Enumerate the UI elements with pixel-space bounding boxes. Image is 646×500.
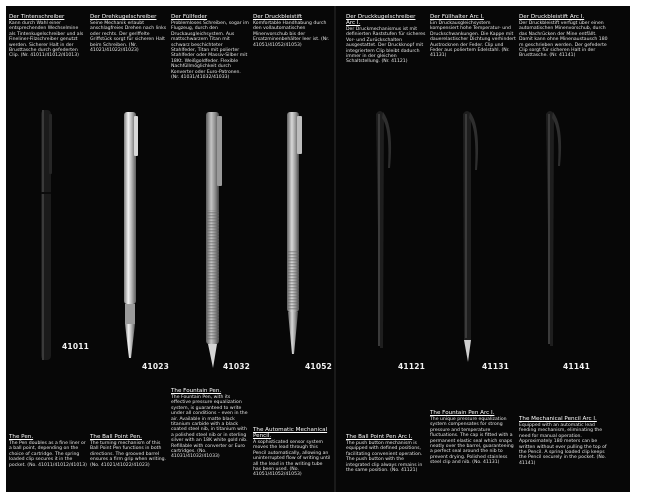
page-fold [334, 6, 336, 492]
model-number: 41121 [398, 362, 426, 371]
desc-en-41141 [519, 415, 609, 489]
desc-de-text: Problemloses Schreiben, sogar im Flugzeug, durch den Druckausgleichsystem. Aus mattschwarzem Titan mit schwarz beschichteter Stahlfeder, Titan mit polierter Stahlfeder oder Massiv-Silber mit 18Kt. Weißgoldfeder. Flexible Nachfüllmöglichkeit durch Konverter oder Euro-Patronen. (Nr. 41031/41032/41033) [171, 21, 249, 81]
desc-en-title: The Automatic Mechanical Pencil. [253, 427, 328, 440]
desc-en-title: The Mechanical Pencil Arc I. [519, 416, 597, 422]
desc-de-41131 [430, 13, 516, 77]
desc-de-41121 [346, 13, 426, 77]
desc-de-title: Der Druckbleistift Arc I. [519, 14, 585, 20]
pen-41052-image [281, 110, 305, 358]
model-number: 41011 [62, 342, 90, 351]
pen-41011-image [36, 106, 56, 364]
desc-de-title: Der Drehkugelschreiber [90, 14, 157, 20]
desc-de-text: Seine Mechanik erlaubt anschlagfreies Drehen nach links oder rechts. Der geriffelte Griffstück sorgt für sicheren Halt beim Schreiben. (Nr. 41021/41022/41023) [90, 21, 167, 54]
desc-de-title: Der Druckbleistift [253, 14, 303, 20]
model-number: 41131 [482, 362, 510, 371]
pen-41131-image [455, 108, 485, 366]
desc-en-41023 [90, 433, 168, 489]
desc-de-title: Der Druckkugelschreiber Arc I. [346, 14, 416, 27]
desc-en-text: The push button mechanism is equipped with defined positions, facilitating convenient operation. The push button with the integrated clip always remains in the same position. (No. 41121) [346, 441, 423, 474]
desc-de-41052 [253, 13, 331, 73]
model-number: 41032 [223, 362, 251, 371]
desc-en-41011 [9, 433, 87, 489]
desc-en-41052 [253, 426, 332, 489]
desc-de-41032 [171, 13, 249, 103]
desc-en-text: Equipped with an automatic lead feeding mechanism, eliminating the need for manual operation. Approximately 180 meters can be written without ever pulling the top of the Pencil. A spring loaded clip keeps the Pencil securely in the pocket. (No. 41141) [519, 423, 607, 466]
model-number: 41141 [563, 362, 591, 371]
pen-41121-image [368, 108, 398, 354]
desc-de-title: Der Füllhalter Arc I. [430, 14, 484, 20]
desc-en-text: The Fountain Pen, with its effective pressure equalization system, is guaranteed to write under all conditions – even in the air. Available in matte black titanium carbide with a black coated steel nib, in titanium with a polished steel nib or in sterling silver with an 18K white gold nib. Refillable with converter or Euro cartridges. (No. 41031/41032/41033) [171, 395, 248, 460]
desc-de-text: Kann durch Wahl einer entsprechenden Wechselmine als Tintenkugelschreiber und als Fineliner-Filzschreiber genutzt werden. Sicherer Halt in der Brusttasche durch gefederten Clip. (Nr. 41011/41012/41013) [9, 21, 84, 59]
desc-en-title: The Ball Point Pen. [90, 434, 142, 440]
desc-en-text: The Pen doubles as a fine liner or a ball point, depending on the choice of cartridge. The spring loaded clip secures it in the pocket. (No. 41011/41012/41013) [9, 441, 87, 468]
desc-en-title: The Ball Point Pen Arc I. [346, 434, 413, 440]
pen-41032-image [199, 110, 227, 372]
pen-41023-image [117, 110, 143, 362]
desc-de-text: Der Druckbleistift verfügt über einen automatischen Minenvorschub, durch das Nachrücken der Mine entfällt. Damit kann ohne Minenaustausch 180 m geschrieben werden. Der gefederte Clip sorgt für sicheren Halt in der Brusttasche. (Nr. 41141) [519, 21, 608, 59]
desc-en-text: The turning mechanism of this Ball Point Pen functions in both directions. The grooved barrel ensures a firm grip when writing. (No. 41021/41022/41023) [90, 441, 167, 468]
desc-en-text: A sophisticated sensor system moves the lead through this Pencil automatically, allowing an uninterrupted flow of writing until all the lead in the writing tube has been used. (No. 41051/41052/41053) [253, 440, 331, 478]
desc-de-41011 [9, 13, 86, 77]
desc-de-title: Der Füllfeder [171, 14, 208, 20]
desc-en-41121 [346, 433, 426, 489]
desc-en-title: The Fountain Pen Arc I. [430, 410, 495, 416]
pen-41141-image [538, 108, 568, 352]
desc-en-41131 [430, 409, 516, 489]
desc-de-41141 [519, 13, 609, 83]
model-number: 41052 [305, 362, 333, 371]
desc-de-41023 [90, 13, 167, 77]
desc-de-text: Der Druckmechanismus ist mit definierten Raststufen für sicheres Vor- und Zurückschalten ausgestattet. Der Druckknopf mit integriertem Clip bleibt dadurch immer in der gleichen Schaltstellung. (Nr. 41121) [346, 27, 426, 65]
desc-en-title: The Pen. [9, 434, 34, 440]
desc-de-text: Ein Druckausgleichsystem kompensiert hohe Temperatur- und Druckschwankungen. Die Kappe mit dauerelastischer Dichtung verhindert Austrocknen der Feder. Clip und Feder aus poliertem Edelstahl. (Nr. 41131) [430, 21, 516, 59]
desc-de-text: Komfortable Handhabung durch den vollautomatischen Minenvorschub bis der Ersatzminenbehälter leer ist. (Nr. 41051/41052/41053) [253, 21, 330, 48]
model-number: 41023 [142, 362, 170, 371]
desc-en-title: The Fountain Pen. [171, 388, 222, 394]
desc-de-title: Der Tintenschreiber [9, 14, 65, 20]
desc-en-41032 [171, 387, 250, 489]
desc-en-text: The unique pressure equalization system compensates for strong pressure and temperature fluctuations. The cap is fitted with a permanent elastic seal which snaps neatly over the barrel, guaranteeing a perfect seal around the nib to prevent drying. Polished stainless steel clip and nib. (No. 41131) [430, 417, 514, 466]
catalog-page [6, 6, 630, 492]
